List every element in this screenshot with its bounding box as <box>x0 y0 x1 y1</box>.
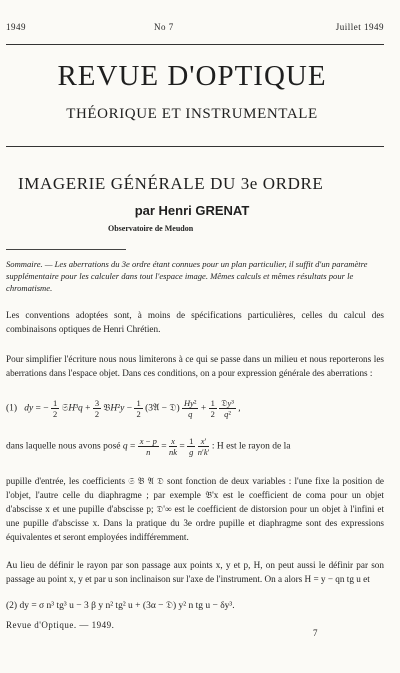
paragraph-text: pupille d'entrée, les coefficients 𝔖 𝔅 𝔄 𝔇 sont fonction de deux variables : l'une fixe la position de l'objet, l'autre celle du diaphragme ; par exemple 𝔅'x est le coefficient de coma pour un objet d'abscisse x et une pupille d'abscisse p; 𝔇'∞ est le coefficient de distorsion pour un objet à l'infini et une pupille d'abscisse x. Dans la pratique du 3e ordre pupille et diaphragme sont des expressions équivalentes et seront employées indifféremment. <box>6 476 384 542</box>
fraction: $\frac{\text{Hy²}}{q}$ <box>184 398 197 419</box>
fraction: $\frac{1}{2}$ <box>136 398 141 419</box>
issue-number: No 7 <box>154 22 174 32</box>
header-rule <box>6 44 384 45</box>
title-rule <box>6 146 384 147</box>
fraction: $\frac{1}{2}$ <box>210 398 215 419</box>
paragraph-text: Pour simplifier l'écriture nous nous limiterons à ce qui se passe dans un milieu et nous reporterons les aberrations dans l'espace objet. Dans ces conditions, on a pour expression générale des aberrations : <box>6 354 384 378</box>
paragraph-conventions <box>6 308 384 336</box>
page-footer <box>6 620 384 638</box>
equation-definitions: dans laquelle nous avons posé q = $\frac{x - p}{n}$ = $\frac{x}{nk}$ = $\frac{1}{g}$ $\frac{x'}{n'k'}$ : H est le rayon de la <box>6 436 291 457</box>
running-header <box>6 22 384 40</box>
fraction: $\frac{1}{g}$ <box>189 436 194 457</box>
article-author: par Henri GRENAT <box>134 203 250 218</box>
issue-date: Juillet 1949 <box>335 22 384 32</box>
paragraph-simplify <box>6 352 384 380</box>
paragraph-text: Au lieu de définir le rayon par son passage aux points x, y et p, H, on peut aussi le définir par son passage au point x, y et par u son inclinaison sur l'axe de l'instrument. On a alors H = y − qn tg u et <box>6 560 384 584</box>
fraction: $\frac{3}{2}$ <box>94 398 100 419</box>
paragraph-text: Les conventions adoptées sont, à moins de spécifications particulières, celles du calcul des combinaisons optiques de Henri Chrétien. <box>6 310 384 334</box>
equation-label: (1) <box>6 403 18 414</box>
section-rule <box>6 249 126 250</box>
equation-1: (1) dy = − $\frac{1}{2}$ 𝔖H³q + $\frac{3}{2}$ 𝔅H²y − $\frac{1}{2}$ (3𝔄 − 𝔇) $\frac{\text{Hy²}}{q}$ + $\frac{1}{2}$ $\frac{\text{𝔇y³}}{\text{q²}}$ , <box>6 398 241 419</box>
header-year: 1949 <box>6 22 26 32</box>
paragraph-text: dans laquelle nous avons posé <box>6 441 121 452</box>
article-summary: Sommaire. — Les aberrations du 3e ordre étant connues pour un plan particulier, il suffit d'un paramètre supplémentaire pour les calculer dans tout l'espace image. Mêmes calculs et mêmes résultats pour le chromatisme. <box>6 259 368 293</box>
fraction: $\frac{x - p}{n}$ <box>139 436 157 457</box>
fraction: $\frac{1}{2}$ <box>53 398 58 419</box>
footer-journal: Revue d'Optique. — 1949. <box>6 620 115 630</box>
paragraph-text: : H est le rayon de la <box>211 441 291 452</box>
fraction: $\frac{x}{nk}$ <box>168 436 177 457</box>
journal-title: REVUE D'OPTIQUE <box>57 60 327 92</box>
article-title: IMAGERIE GÉNÉRALE DU 3e ORDRE <box>18 174 324 193</box>
page-number: 7 <box>313 628 318 638</box>
equation-2: (2) dy = σ n³ tg³ u − 3 β y n² tg² u + (3α − 𝔇) y² n tg u − δy³. <box>6 601 235 611</box>
journal-subtitle: THÉORIQUE ET INSTRUMENTALE <box>66 106 318 122</box>
author-affiliation: Observatoire de Meudon <box>108 224 194 233</box>
paragraph-ray-definition <box>6 558 384 586</box>
fraction: $\frac{\text{𝔇y³}}{\text{q²}}$ <box>221 398 234 419</box>
fraction: $\frac{x'}{n'k'}$ <box>197 436 210 457</box>
paragraph-coefficients <box>6 474 384 544</box>
